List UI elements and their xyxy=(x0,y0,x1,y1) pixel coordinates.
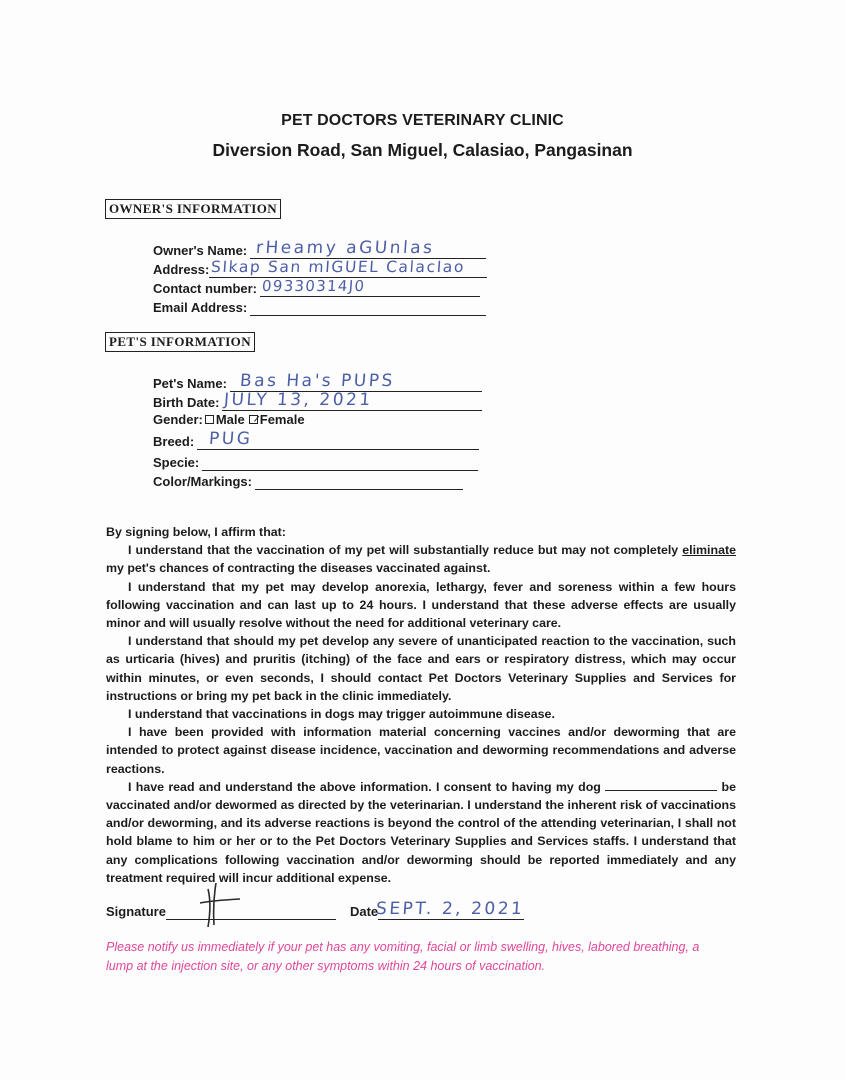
vaccination-notice: Please notify us immediately if your pet has any vomiting, facial or limb swelling, hives, labored breathing, a lump at the injection site, or any other symptoms within 24 hours of vaccination. xyxy=(106,940,700,973)
dog-name-blank[interactable] xyxy=(605,780,717,791)
pet-breed-value: PUG xyxy=(208,429,254,449)
consent-paragraph-5: I have been provided with information material concerning vaccines and/or deworming that are intended to protect against disease incidence, vaccination and deworming recommendations and adverse reactions. xyxy=(106,725,736,776)
date-label: Date xyxy=(349,904,379,919)
pet-specie-label: Specie: xyxy=(153,455,200,470)
owner-section-title: OWNER'S INFORMATION xyxy=(105,199,281,219)
consent-p1-end: my pet's chances of contracting the diseases vaccinated against. xyxy=(106,561,491,576)
consent-text xyxy=(106,523,736,887)
male-checkbox[interactable] xyxy=(205,415,214,424)
female-checkbox[interactable] xyxy=(249,415,258,424)
clinic-address: Diversion Road, San Miguel, Calasiao, Pangasinan xyxy=(212,140,633,160)
consent-paragraph-2: I understand that my pet may develop anorexia, lethargy, fever and soreness within a few hours following vaccination and can last up to 24 hours. I understand that these adverse effects are usually minor and will usually resolve without the need for additional veterinary care. xyxy=(106,579,736,631)
pet-breed-row xyxy=(153,431,479,450)
female-label: Female xyxy=(259,412,305,427)
pet-color-label: Color/Markings: xyxy=(153,474,252,489)
owner-email-field[interactable] xyxy=(250,297,486,316)
pet-breed-field[interactable] xyxy=(197,431,479,450)
pet-color-row xyxy=(153,471,463,490)
owner-email-label: Email Address: xyxy=(153,300,248,315)
owner-address-label: Address: xyxy=(153,262,210,277)
consent-p1-underlined: eliminate xyxy=(682,543,736,558)
owner-contact-field[interactable] xyxy=(260,278,480,297)
signature-row xyxy=(106,899,526,920)
pet-birth-label: Birth Date: xyxy=(153,395,220,410)
pet-specie-row xyxy=(153,452,478,471)
pet-breed-label: Breed: xyxy=(153,434,195,449)
consent-paragraph-3: I understand that should my pet develop any severe of unanticipated reaction to the vaccination, such as urticaria (hives) and pruritis (itching) of the face and ears or respiratory distress, which may occur within minutes, or even seconds, I should contact Pet Doctors Veterinary Supplies and Services for instructions or bring my pet back in the clinic immediately. xyxy=(106,634,736,703)
pet-name-value: Bas Ha's PUPS xyxy=(239,371,396,391)
consent-paragraph-1 xyxy=(106,541,736,577)
signature-field[interactable] xyxy=(166,905,336,920)
pet-gender-label: Gender: xyxy=(153,412,203,427)
pet-specie-field[interactable] xyxy=(202,452,478,471)
consent-paragraph-4: I understand that vaccinations in dogs may trigger autoimmune disease. xyxy=(128,707,555,722)
date-value: SEPT. 2, 2021 xyxy=(375,899,526,919)
pet-name-label: Pet's Name: xyxy=(153,376,227,391)
pet-birth-value: JULY 13, 2021 xyxy=(223,390,374,410)
pet-gender-row xyxy=(153,412,305,428)
consent-paragraph-6 xyxy=(106,778,736,887)
owner-name-label: Owner's Name: xyxy=(153,243,248,258)
clinic-name: PET DOCTORS VETERINARY CLINIC xyxy=(281,112,564,129)
consent-p6-end: be vaccinated and/or dewormed as directed by the veterinarian. I understand the inherent risk of vaccinations and/or deworming, and its adverse reactions is beyond the control of the attending veterinarian, I shall not hold blame to him or her or to the Pet Doctors Veterinary Supplies and Services staffs. I understand that any complications following vaccination and/or deworming should be reported immediately and any treatment required will incur additional expense. xyxy=(106,779,736,885)
owner-contact-value: 09330314J0 xyxy=(261,277,366,295)
owner-address-value: SIkap San mIGUEL CalacIao xyxy=(210,258,467,276)
consent-p6-start: I have read and understand the above information. I consent to having my dog xyxy=(128,779,601,794)
male-label: Male xyxy=(215,412,245,427)
signature-mark xyxy=(196,881,246,931)
owner-email-row xyxy=(153,297,486,316)
owner-name-value: rHeamy aGUnlas xyxy=(255,238,436,258)
pet-birth-field[interactable] xyxy=(222,392,482,411)
pet-color-field[interactable] xyxy=(255,471,463,490)
consent-intro: By signing below, I affirm that: xyxy=(106,525,286,539)
date-field[interactable] xyxy=(375,899,526,920)
consent-p1-start: I understand that the vaccination of my pet will substantially reduce but may not completely xyxy=(128,543,679,558)
owner-contact-label: Contact number: xyxy=(153,281,257,296)
owner-contact-row xyxy=(153,278,480,297)
signature-label: Signature xyxy=(106,904,166,919)
pet-birth-row xyxy=(153,392,482,411)
pet-section-title: PET'S INFORMATION xyxy=(105,332,255,352)
